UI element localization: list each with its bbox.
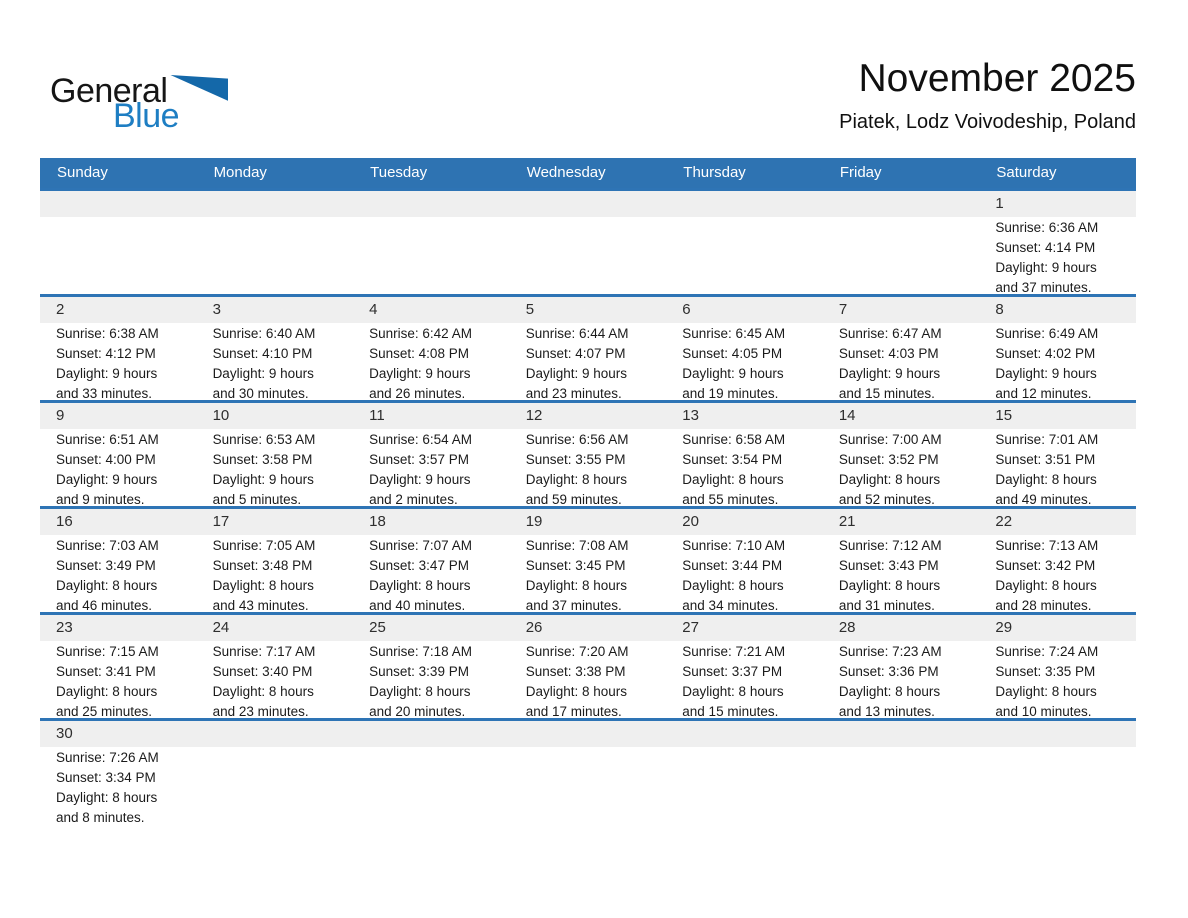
daylight-text-line1: Daylight: 9 hours [369,472,471,487]
sunrise-text: Sunrise: 6:51 AM [56,432,159,447]
day-sun-info [979,535,1136,616]
day-sun-info [510,535,667,616]
sunset-text: Sunset: 3:57 PM [369,452,469,467]
sunset-text: Sunset: 3:40 PM [212,664,313,679]
day-sun-info [40,429,197,510]
sunset-text: Sunset: 4:03 PM [838,346,939,361]
sunrise-text: Sunrise: 6:38 AM [56,326,159,341]
day-sun-info [197,641,354,722]
day-sun-info [40,535,197,616]
day-sun-info [510,429,667,510]
page-subtitle: Piatek, Lodz Voivodeship, Poland [839,111,1136,134]
sunrise-text: Sunrise: 6:47 AM [838,326,942,341]
day-number [197,191,354,217]
day-number: 6 [666,297,823,323]
sunrise-text: Sunrise: 7:20 AM [525,644,629,659]
daylight-text-line1: Daylight: 9 hours [369,366,471,381]
sunrise-text: Sunrise: 7:17 AM [212,644,316,659]
sunset-text: Sunset: 3:34 PM [56,770,156,785]
weekday-label-tuesday: Tuesday [370,164,428,181]
day-cell-29 [979,615,1136,722]
weekday-header-row [40,158,1136,188]
sunset-text: Sunset: 3:42 PM [995,558,1096,573]
logo-text-blue: Blue [113,97,180,135]
sunrise-text: Sunrise: 6:54 AM [369,432,472,447]
day-sun-info [353,323,510,404]
day-cell-11 [353,403,510,510]
daylight-text-line1: Daylight: 9 hours [56,366,158,381]
day-number: 2 [40,297,197,323]
sunset-text: Sunset: 3:52 PM [838,452,939,467]
daylight-text-line1: Daylight: 8 hours [212,578,314,593]
day-cell-empty [823,721,980,828]
daylight-text-line1: Daylight: 9 hours [212,366,314,381]
day-cell-27 [666,615,823,722]
daylight-text-line2: and 23 minutes. [212,704,309,719]
day-number [353,191,510,217]
sunrise-text: Sunrise: 6:40 AM [212,326,316,341]
day-number: 8 [979,297,1136,323]
daylight-text-line1: Daylight: 9 hours [525,366,628,381]
day-sun-info [40,641,197,722]
sunset-text: Sunset: 3:39 PM [369,664,469,679]
day-cell-23 [40,615,197,722]
day-sun-info [666,535,823,616]
daylight-text-line1: Daylight: 8 hours [682,472,784,487]
sunset-text: Sunset: 4:12 PM [56,346,156,361]
sunrise-text: Sunrise: 7:23 AM [838,644,942,659]
day-number [823,721,980,747]
daylight-text-line1: Daylight: 8 hours [838,472,941,487]
day-sun-info [510,323,667,404]
day-cell-28 [823,615,980,722]
daylight-text-line1: Daylight: 9 hours [682,366,784,381]
day-cell-12 [510,403,667,510]
day-number: 29 [979,615,1136,641]
daylight-text-line2: and 37 minutes. [995,280,1092,295]
daylight-text-line2: and 31 minutes. [838,598,935,613]
sunset-text: Sunset: 4:02 PM [995,346,1096,361]
calendar-week-row [40,506,1136,612]
day-sun-info [823,323,980,404]
sunrise-text: Sunrise: 6:56 AM [525,432,629,447]
day-cell-21 [823,509,980,616]
day-sun-info [823,535,980,616]
daylight-text-line1: Daylight: 8 hours [56,684,158,699]
calendar-week-row [40,294,1136,400]
sunset-text: Sunset: 3:41 PM [56,664,156,679]
sunset-text: Sunset: 3:38 PM [525,664,626,679]
sunrise-text: Sunrise: 7:26 AM [56,750,159,765]
day-cell-22 [979,509,1136,616]
day-cell-15 [979,403,1136,510]
daylight-text-line2: and 55 minutes. [682,492,779,507]
daylight-text-line1: Daylight: 8 hours [995,684,1097,699]
daylight-text-line2: and 43 minutes. [212,598,309,613]
day-number: 11 [353,403,510,429]
sunrise-text: Sunrise: 7:12 AM [838,538,942,553]
day-cell-2 [40,297,197,404]
day-cell-8 [979,297,1136,404]
day-number: 9 [40,403,197,429]
day-cell-7 [823,297,980,404]
daylight-text-line2: and 28 minutes. [995,598,1092,613]
day-sun-info [197,535,354,616]
calendar-grid [40,158,1136,824]
weekday-label-saturday: Saturday [996,164,1057,181]
daylight-text-line2: and 17 minutes. [525,704,622,719]
day-number: 27 [666,615,823,641]
day-cell-17 [197,509,354,616]
day-sun-info [40,747,197,828]
daylight-text-line2: and 25 minutes. [56,704,153,719]
sunset-text: Sunset: 3:44 PM [682,558,783,573]
daylight-text-line1: Daylight: 8 hours [525,578,628,593]
sunrise-text: Sunrise: 7:00 AM [838,432,942,447]
sunrise-text: Sunrise: 6:58 AM [682,432,786,447]
day-cell-18 [353,509,510,616]
day-cell-empty [510,721,667,828]
weekday-label-monday: Monday [213,164,267,181]
sunrise-text: Sunrise: 7:08 AM [525,538,629,553]
daylight-text-line1: Daylight: 8 hours [838,684,941,699]
sunset-text: Sunset: 3:45 PM [525,558,626,573]
day-number: 21 [823,509,980,535]
sunset-text: Sunset: 3:37 PM [682,664,783,679]
sunset-text: Sunset: 3:36 PM [838,664,939,679]
sunset-text: Sunset: 3:43 PM [838,558,939,573]
sunset-text: Sunset: 3:49 PM [56,558,156,573]
day-sun-info [666,641,823,722]
day-number: 15 [979,403,1136,429]
daylight-text-line2: and 10 minutes. [995,704,1092,719]
daylight-text-line2: and 20 minutes. [369,704,466,719]
daylight-text-line1: Daylight: 8 hours [369,684,471,699]
day-sun-info [353,535,510,616]
day-cell-4 [353,297,510,404]
day-sun-info [979,429,1136,510]
daylight-text-line1: Daylight: 8 hours [56,578,158,593]
sunset-text: Sunset: 3:58 PM [212,452,313,467]
daylight-text-line2: and 23 minutes. [525,386,622,401]
day-number [353,721,510,747]
daylight-text-line2: and 59 minutes. [525,492,622,507]
sunset-text: Sunset: 3:51 PM [995,452,1096,467]
day-cell-20 [666,509,823,616]
daylight-text-line2: and 9 minutes. [56,492,145,507]
day-cell-24 [197,615,354,722]
day-sun-info [666,323,823,404]
day-sun-info [40,323,197,404]
sunset-text: Sunset: 3:55 PM [525,452,626,467]
sunrise-text: Sunrise: 6:42 AM [369,326,472,341]
day-number: 4 [353,297,510,323]
daylight-text-line2: and 26 minutes. [369,386,466,401]
sunset-text: Sunset: 4:00 PM [56,452,156,467]
sunrise-text: Sunrise: 6:49 AM [995,326,1099,341]
day-cell-6 [666,297,823,404]
day-number: 5 [510,297,667,323]
sunrise-text: Sunrise: 6:44 AM [525,326,629,341]
daylight-text-line1: Daylight: 8 hours [838,578,941,593]
day-cell-10 [197,403,354,510]
daylight-text-line2: and 49 minutes. [995,492,1092,507]
day-number: 3 [197,297,354,323]
sunrise-text: Sunrise: 6:45 AM [682,326,786,341]
sunset-text: Sunset: 4:10 PM [212,346,313,361]
calendar-week-row [40,188,1136,294]
sunset-text: Sunset: 4:07 PM [525,346,626,361]
daylight-text-line2: and 52 minutes. [838,492,935,507]
day-number [510,721,667,747]
day-sun-info [197,323,354,404]
day-number: 25 [353,615,510,641]
day-number: 24 [197,615,354,641]
daylight-text-line2: and 37 minutes. [525,598,622,613]
logo-text-general: General [50,72,168,110]
sunset-text: Sunset: 3:35 PM [995,664,1096,679]
weekday-label-thursday: Thursday [683,164,746,181]
sunrise-text: Sunrise: 7:21 AM [682,644,786,659]
day-number: 16 [40,509,197,535]
day-number: 30 [40,721,197,747]
day-cell-26 [510,615,667,722]
daylight-text-line2: and 15 minutes. [682,704,779,719]
day-cell-14 [823,403,980,510]
day-number: 1 [979,191,1136,217]
daylight-text-line2: and 40 minutes. [369,598,466,613]
daylight-text-line1: Daylight: 8 hours [525,472,628,487]
day-sun-info [979,217,1136,298]
calendar-body [40,188,1136,824]
sunset-text: Sunset: 3:48 PM [212,558,313,573]
calendar-week-row [40,612,1136,718]
day-number: 18 [353,509,510,535]
day-cell-empty [353,191,510,298]
day-cell-empty [197,721,354,828]
day-cell-empty [666,191,823,298]
day-cell-3 [197,297,354,404]
day-number: 7 [823,297,980,323]
sunrise-text: Sunrise: 7:15 AM [56,644,159,659]
day-number: 17 [197,509,354,535]
day-cell-empty [353,721,510,828]
daylight-text-line2: and 19 minutes. [682,386,779,401]
day-cell-empty [979,721,1136,828]
day-number: 28 [823,615,980,641]
daylight-text-line1: Daylight: 9 hours [838,366,941,381]
day-cell-30 [40,721,197,828]
sunrise-text: Sunrise: 7:01 AM [995,432,1099,447]
logo-triangle-icon [170,75,228,101]
sunset-text: Sunset: 4:05 PM [682,346,783,361]
day-sun-info [353,429,510,510]
daylight-text-line1: Daylight: 8 hours [212,684,314,699]
daylight-text-line1: Daylight: 8 hours [56,790,158,805]
day-number: 14 [823,403,980,429]
general-blue-logo [50,74,280,133]
daylight-text-line1: Daylight: 8 hours [369,578,471,593]
day-sun-info [979,641,1136,722]
day-cell-empty [823,191,980,298]
sunrise-text: Sunrise: 7:24 AM [995,644,1099,659]
daylight-text-line1: Daylight: 9 hours [995,366,1097,381]
daylight-text-line2: and 12 minutes. [995,386,1092,401]
day-sun-info [979,323,1136,404]
sunrise-text: Sunrise: 7:18 AM [369,644,472,659]
daylight-text-line2: and 2 minutes. [369,492,458,507]
daylight-text-line1: Daylight: 9 hours [995,260,1097,275]
day-cell-5 [510,297,667,404]
day-number [666,721,823,747]
calendar-week-row [40,400,1136,506]
day-cell-16 [40,509,197,616]
day-cell-9 [40,403,197,510]
sunset-text: Sunset: 3:54 PM [682,452,783,467]
day-number: 12 [510,403,667,429]
daylight-text-line2: and 33 minutes. [56,386,153,401]
sunrise-text: Sunrise: 7:03 AM [56,538,159,553]
sunrise-text: Sunrise: 6:53 AM [212,432,316,447]
day-number: 13 [666,403,823,429]
page-title: November 2025 [858,57,1136,100]
day-number: 19 [510,509,667,535]
daylight-text-line1: Daylight: 9 hours [212,472,314,487]
daylight-text-line1: Daylight: 8 hours [682,578,784,593]
weekday-label-friday: Friday [839,164,882,181]
day-cell-empty [666,721,823,828]
day-cell-empty [40,191,197,298]
day-number [666,191,823,217]
daylight-text-line2: and 46 minutes. [56,598,153,613]
sunrise-text: Sunrise: 7:10 AM [682,538,786,553]
day-number [979,721,1136,747]
day-number: 10 [197,403,354,429]
daylight-text-line2: and 8 minutes. [56,810,145,825]
daylight-text-line2: and 30 minutes. [212,386,309,401]
sunset-text: Sunset: 3:47 PM [369,558,469,573]
sunrise-text: Sunrise: 7:05 AM [212,538,316,553]
day-sun-info [823,429,980,510]
daylight-text-line2: and 13 minutes. [838,704,935,719]
day-number [40,191,197,217]
sunset-text: Sunset: 4:14 PM [995,240,1096,255]
day-sun-info [823,641,980,722]
daylight-text-line2: and 15 minutes. [838,386,935,401]
sunrise-text: Sunrise: 6:36 AM [995,220,1099,235]
daylight-text-line2: and 34 minutes. [682,598,779,613]
calendar-week-row [40,718,1136,824]
day-sun-info [353,641,510,722]
daylight-text-line1: Daylight: 8 hours [525,684,628,699]
daylight-text-line1: Daylight: 8 hours [682,684,784,699]
day-number [823,191,980,217]
day-number [197,721,354,747]
daylight-text-line1: Daylight: 9 hours [56,472,158,487]
sunrise-text: Sunrise: 7:07 AM [369,538,472,553]
day-cell-1 [979,191,1136,298]
day-cell-empty [510,191,667,298]
title-block [839,56,1136,134]
sunset-text: Sunset: 4:08 PM [369,346,469,361]
day-number [510,191,667,217]
daylight-text-line1: Daylight: 8 hours [995,578,1097,593]
day-number: 26 [510,615,667,641]
daylight-text-line1: Daylight: 8 hours [995,472,1097,487]
day-cell-25 [353,615,510,722]
day-sun-info [666,429,823,510]
day-cell-empty [197,191,354,298]
day-sun-info [197,429,354,510]
day-number: 20 [666,509,823,535]
day-cell-19 [510,509,667,616]
daylight-text-line2: and 5 minutes. [212,492,302,507]
day-sun-info [510,641,667,722]
day-cell-13 [666,403,823,510]
day-number: 22 [979,509,1136,535]
day-number: 23 [40,615,197,641]
sunrise-text: Sunrise: 7:13 AM [995,538,1099,553]
weekday-label-wednesday: Wednesday [526,164,606,181]
weekday-label-sunday: Sunday [57,164,108,181]
